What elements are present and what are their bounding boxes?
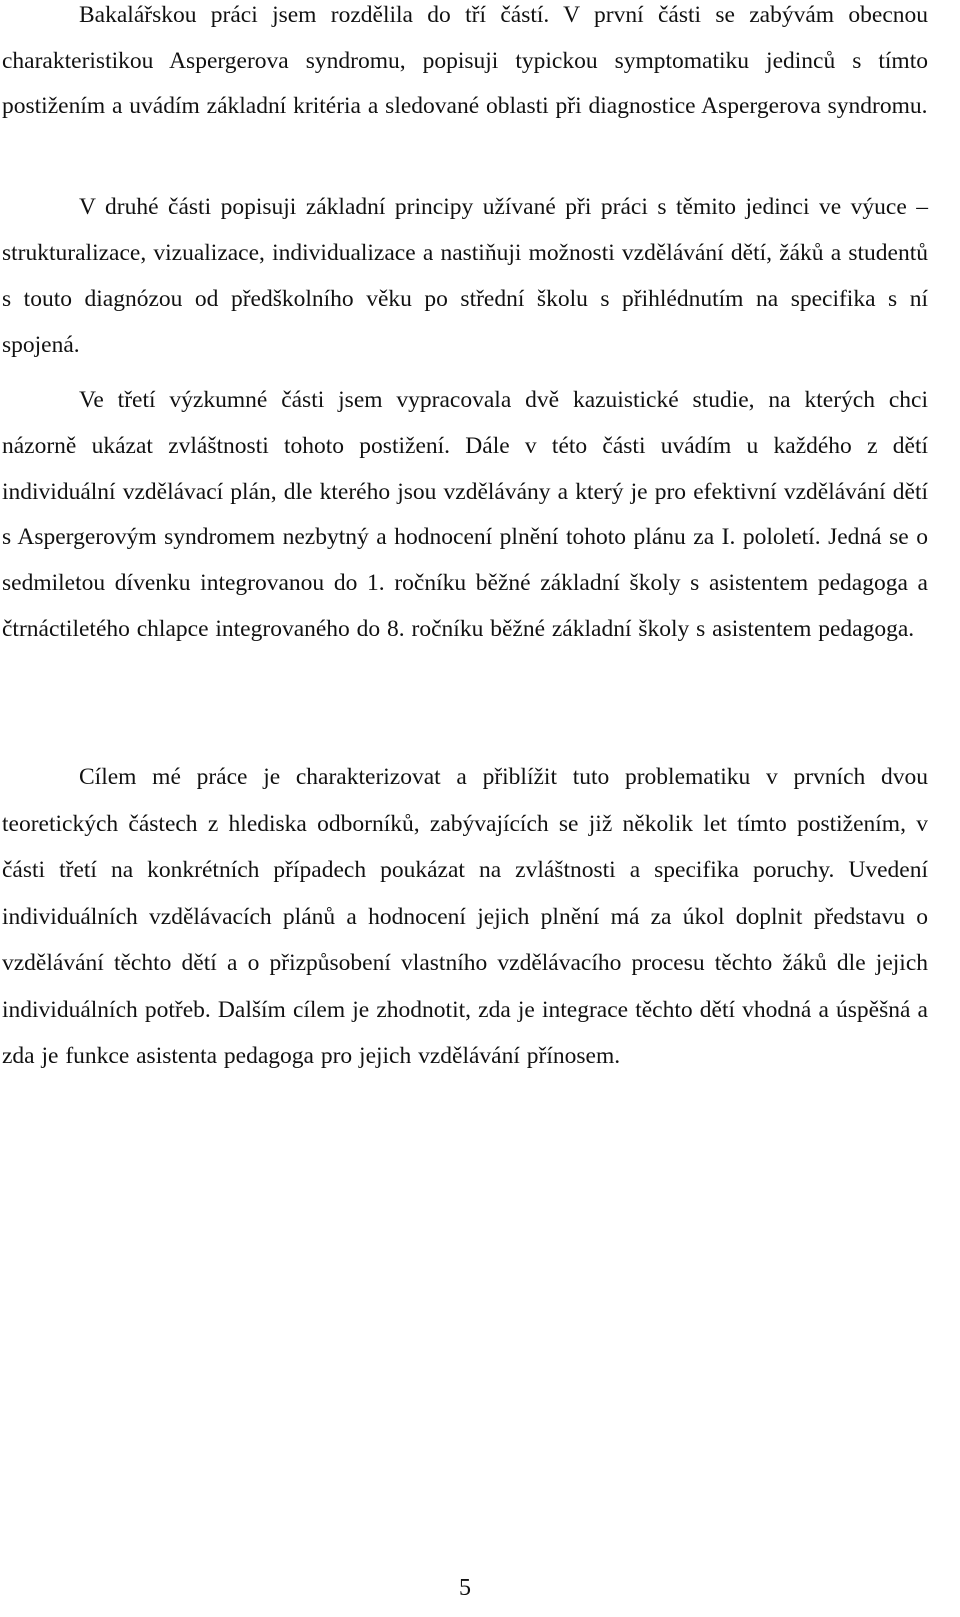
page-number: 5 bbox=[459, 1575, 471, 1601]
paragraph-goals: Cílem mé práce je charakterizovat a přiblížit tuto problematiku v prvních dvou teoretických částech z hlediska odborníků, zabývajících se již několik let tímto postižením, v části třetí na konkrétních případech poukázat na zvláštnosti a specifika poruchy. Uvedení individuálních vzdělávacích plánů a hodnocení jejich plnění má za úkol doplnit představu o vzdělávání těchto dětí a o přizpůsobení vlastního vzdělávacího procesu těchto žáků dle jejich individuálních potřeb. Dalším cílem je zhodnotit, zda je integrace těchto dětí vhodná a úspěšná a zda je funkce asistenta pedagoga pro jejich vzdělávání přínosem. bbox=[2, 764, 928, 1069]
paragraph-third-part: Ve třetí výzkumné části jsem vypracovala dvě kazuistické studie, na kterých chci názorně ukázat zvláštnosti tohoto postižení. Dále v této části uvádím u každého z dětí individuální vzdělávací plán, dle kterého jsou vzdělávány a který je pro efektivní vzdělávání dětí s Aspergerovým syndromem nezbytný a hodnocení plnění tohoto plánu za I. pololetí. Jedná se o sedmiletou dívenku integrovanou do 1. ročníku běžné základní školy s asistentem pedagoga a čtrnáctiletého chlapce integrovaného do 8. ročníku běžné základní školy s asistentem pedagoga. bbox=[2, 387, 928, 642]
paragraph-second-part: V druhé části popisuji základní principy užívané při práci s těmito jedinci ve výuce – strukturalizace, vizualizace, individualizace a nastiňuji možnosti vzdělávání dětí, žáků a studentů s touto diagnózou od předškolního věku po střední školu s přihlédnutím na specifika s ní spojená. bbox=[2, 194, 928, 358]
paragraph-thesis-structure: Bakalářskou práci jsem rozdělila do tří částí. V první části se zabývám obecnou charakteristikou Aspergerova syndromu, popisuji typickou symptomatiku jedinců s tímto postižením a uvádím základní kritéria a sledované oblasti při diagnostice Aspergerova syndromu. bbox=[2, 2, 928, 119]
